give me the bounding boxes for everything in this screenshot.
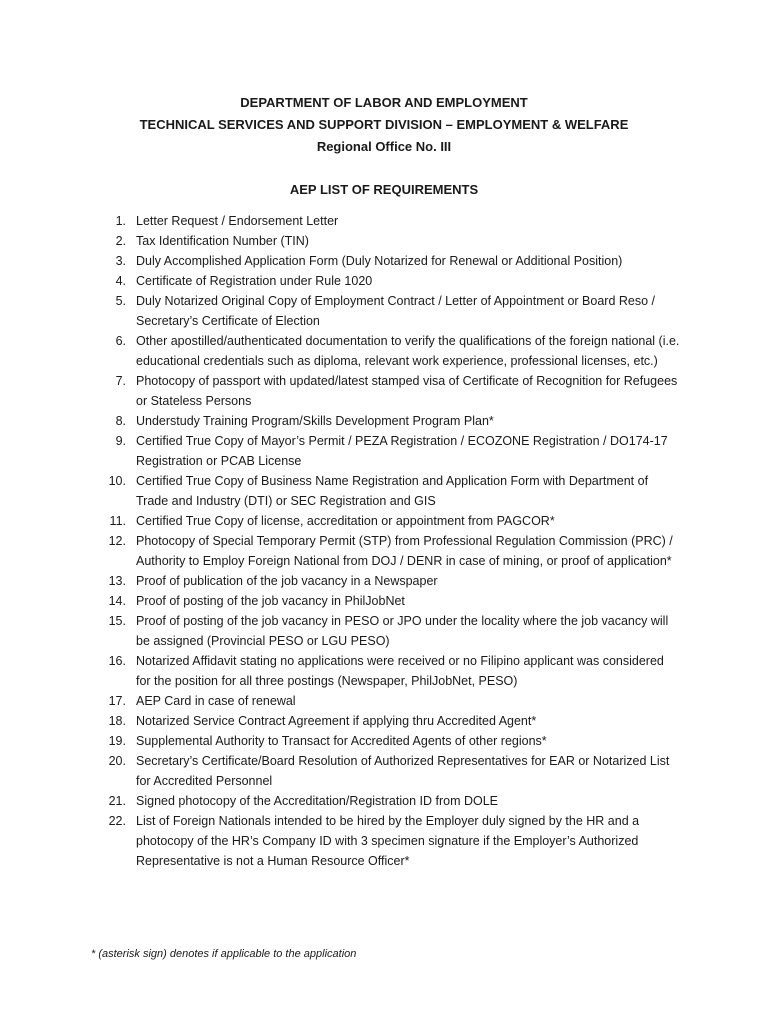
requirement-item: [0, 811, 768, 871]
requirement-text: List of Foreign Nationals intended to be hired by the Employer duly signed by the HR and a photocopy of the HR’s Company ID with 3 specimen signature if the Employer’s Authorized Representative is not a Human Resource Officer*: [136, 814, 640, 868]
requirement-number: 10.: [108, 474, 126, 488]
requirement-number: 1.: [115, 214, 126, 228]
requirement-item: [0, 371, 768, 411]
requirement-number: 5.: [115, 294, 126, 308]
requirement-number: 7.: [115, 374, 126, 388]
requirement-text: Proof of publication of the job vacancy in a Newspaper: [136, 574, 438, 588]
requirement-item: [0, 271, 768, 291]
requirement-text: Certified True Copy of Mayor’s Permit / PEZA Registration / ECOZONE Registration / DO174-17 Registration or PCAB License: [136, 434, 668, 468]
department-title: DEPARTMENT OF LABOR AND EMPLOYMENT: [240, 95, 528, 110]
requirement-text: Supplemental Authority to Transact for Accredited Agents of other regions*: [136, 734, 547, 748]
requirement-item: [0, 531, 768, 571]
division-title: TECHNICAL SERVICES AND SUPPORT DIVISION – EMPLOYMENT & WELFARE: [139, 117, 629, 132]
requirement-number: 11.: [109, 514, 126, 528]
requirement-number: 22.: [108, 814, 126, 828]
requirement-number: 4.: [115, 274, 126, 288]
requirement-number: 20.: [108, 754, 126, 768]
requirement-item: [0, 691, 768, 711]
requirement-item: [0, 751, 768, 791]
requirement-item: [0, 291, 768, 331]
requirement-item: [0, 251, 768, 271]
requirement-text: AEP Card in case of renewal: [136, 694, 296, 708]
requirement-item: [0, 591, 768, 611]
requirement-number: 9.: [115, 434, 126, 448]
requirement-item: [0, 211, 768, 231]
requirement-item: [0, 411, 768, 431]
requirement-number: 2.: [115, 234, 126, 248]
requirement-text: Certificate of Registration under Rule 1020: [136, 274, 373, 288]
requirement-number: 12.: [108, 534, 126, 548]
requirement-text: Letter Request / Endorsement Letter: [136, 214, 339, 228]
requirement-item: [0, 651, 768, 691]
requirement-number: 16.: [108, 654, 126, 668]
requirement-number: 17.: [108, 694, 126, 708]
requirement-text: Photocopy of Special Temporary Permit (STP) from Professional Regulation Commission (PRC) / Authority to Employ Foreign National from DOJ / DENR in case of mining, or proof of application*: [136, 534, 673, 568]
requirement-text: Proof of posting of the job vacancy in PhilJobNet: [136, 594, 405, 608]
requirement-text: Certified True Copy of Business Name Registration and Application Form with Department of Trade and Industry (DTI) or SEC Registration and GIS: [136, 474, 649, 508]
requirement-number: 8.: [115, 414, 126, 428]
requirement-number: 14.: [108, 594, 126, 608]
requirement-item: [0, 611, 768, 651]
requirement-number: 19.: [108, 734, 126, 748]
requirement-item: [0, 511, 768, 531]
requirement-text: Other apostilled/authenticated documentation to verify the qualifications of the foreign national (i.e. educational credentials such as diploma, relevant work experience, professional licenses, etc.): [136, 334, 680, 368]
requirement-number: 13.: [108, 574, 126, 588]
requirement-text: Secretary’s Certificate/Board Resolution of Authorized Representatives for EAR or Notarized List for Accredited Personnel: [136, 754, 670, 788]
requirement-item: [0, 431, 768, 471]
requirement-number: 21.: [108, 794, 126, 808]
requirements-list: [0, 211, 768, 871]
requirement-item: [0, 711, 768, 731]
regional-office-title: Regional Office No. III: [316, 139, 452, 154]
requirement-text: Duly Accomplished Application Form (Duly Notarized for Renewal or Additional Position): [136, 254, 623, 268]
requirement-text: Understudy Training Program/Skills Development Program Plan*: [136, 414, 494, 428]
requirement-item: [0, 471, 768, 511]
requirement-number: 15.: [108, 614, 126, 628]
requirement-text: Proof of posting of the job vacancy in PESO or JPO under the locality where the job vacancy will be assigned (Provincial PESO or LGU PESO): [136, 614, 669, 648]
requirement-item: [0, 331, 768, 371]
requirement-number: 6.: [115, 334, 126, 348]
asterisk-footnote: * (asterisk sign) denotes if applicable to the application: [91, 948, 357, 960]
document-header: [0, 92, 768, 158]
requirement-item: [0, 571, 768, 591]
requirement-text: Duly Notarized Original Copy of Employment Contract / Letter of Appointment or Board Reso / Secretary’s Certificate of Election: [136, 294, 655, 328]
requirement-text: Photocopy of passport with updated/latest stamped visa of Certificate of Recognition for Refugees or Stateless Persons: [136, 374, 678, 408]
requirement-item: [0, 231, 768, 251]
requirement-text: Signed photocopy of the Accreditation/Registration ID from DOLE: [136, 794, 498, 808]
requirement-number: 3.: [115, 254, 126, 268]
requirement-text: Notarized Affidavit stating no applications were received or no Filipino applicant was considered for the position for all three postings (Newspaper, PhilJobNet, PESO): [136, 654, 664, 688]
requirement-item: [0, 791, 768, 811]
requirement-text: Certified True Copy of license, accreditation or appointment from PAGCOR*: [136, 514, 555, 528]
requirement-text: Notarized Service Contract Agreement if applying thru Accredited Agent*: [136, 714, 537, 728]
requirements-list-title: AEP LIST OF REQUIREMENTS: [289, 182, 479, 197]
requirement-text: Tax Identification Number (TIN): [136, 234, 309, 248]
requirement-number: 18.: [108, 714, 126, 728]
requirement-item: [0, 731, 768, 751]
